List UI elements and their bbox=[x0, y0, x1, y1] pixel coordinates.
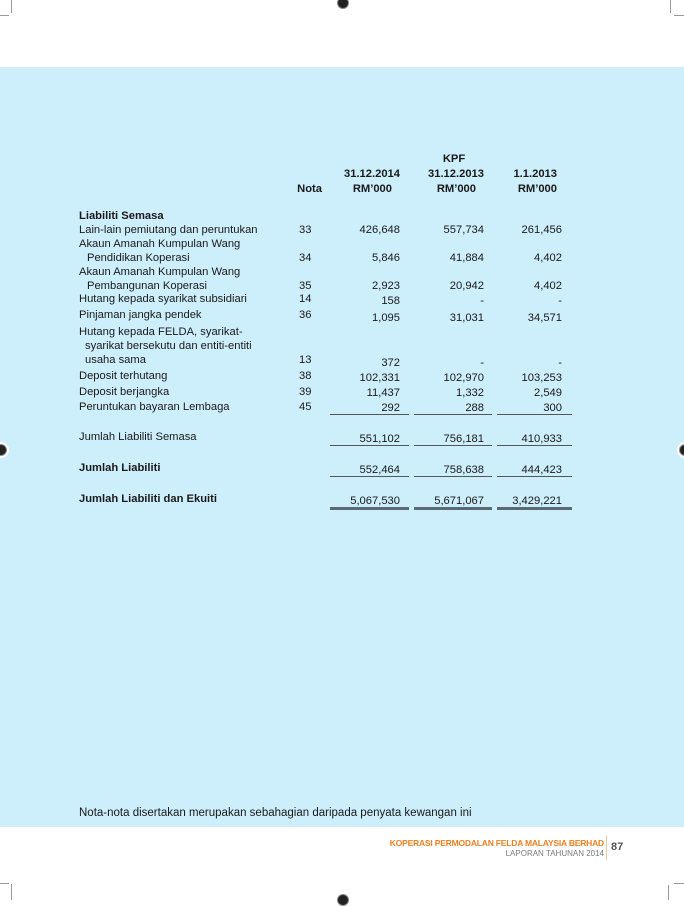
subtotal-rule bbox=[497, 414, 572, 415]
row-value: 11,437 bbox=[366, 387, 400, 399]
column-header-unit: RM’000 bbox=[352, 183, 392, 195]
grand-total-rule bbox=[330, 507, 409, 510]
page-number: 87 bbox=[611, 841, 624, 853]
subtotal-rule bbox=[414, 414, 492, 415]
row-nota: 13 bbox=[299, 354, 312, 366]
total-value: 758,638 bbox=[443, 464, 484, 476]
total-value: 5,671,067 bbox=[434, 495, 484, 507]
column-header-date: 31.12.2013 bbox=[428, 168, 484, 180]
crop-mark bbox=[674, 883, 684, 884]
section-title: Liabiliti Semasa bbox=[79, 210, 164, 222]
row-nota: 33 bbox=[299, 224, 312, 236]
row-label: Hutang kepada FELDA, syarikat- bbox=[79, 326, 243, 338]
row-value: 102,331 bbox=[359, 372, 400, 384]
row-value: - bbox=[480, 295, 484, 307]
row-value: 103,253 bbox=[521, 372, 562, 384]
row-value: - bbox=[558, 357, 562, 369]
total-rule bbox=[414, 476, 492, 477]
row-value: 102,970 bbox=[443, 372, 484, 384]
crop-mark bbox=[11, 884, 12, 900]
row-value: 261,456 bbox=[521, 224, 562, 236]
footer-organization: KOPERASI PERMODALAN FELDA MALAYSIA BERHAD bbox=[389, 838, 604, 848]
column-header-date: 1.1.2013 bbox=[513, 168, 557, 180]
row-nota: 36 bbox=[299, 309, 312, 321]
row-value: 31,031 bbox=[449, 312, 484, 324]
crop-mark bbox=[674, 15, 684, 16]
row-nota: 39 bbox=[299, 386, 312, 398]
total-label: Jumlah Liabiliti Semasa bbox=[79, 431, 197, 443]
row-label: syarikat bersekutu dan entiti-entiti bbox=[85, 340, 252, 352]
total-value: 552,464 bbox=[359, 464, 400, 476]
total-value: 5,067,530 bbox=[350, 495, 400, 507]
registration-mark-icon bbox=[679, 444, 684, 456]
total-value: 551,102 bbox=[359, 433, 400, 445]
row-label: Akaun Amanah Kumpulan Wang bbox=[79, 266, 241, 278]
footer-divider bbox=[606, 836, 607, 860]
total-label: Jumlah Liabiliti bbox=[79, 462, 161, 474]
crop-mark bbox=[670, 0, 671, 13]
row-nota: 45 bbox=[299, 401, 312, 413]
row-label: Peruntukan bayaran Lembaga bbox=[79, 401, 230, 413]
crop-mark bbox=[0, 15, 9, 16]
row-value: 426,648 bbox=[359, 224, 400, 236]
row-label: Pinjaman jangka pendek bbox=[79, 309, 202, 321]
row-label: Hutang kepada syarikat subsidiari bbox=[79, 293, 247, 305]
row-value: 557,734 bbox=[443, 224, 484, 236]
row-nota: 34 bbox=[299, 252, 312, 264]
row-value: 372 bbox=[381, 357, 400, 369]
row-value: - bbox=[558, 295, 562, 307]
registration-mark-icon bbox=[337, 0, 349, 9]
row-label: Pembangunan Koperasi bbox=[87, 280, 208, 292]
column-header-date: 31.12.2014 bbox=[344, 168, 400, 180]
total-value: 410,933 bbox=[521, 433, 562, 445]
row-nota: 38 bbox=[299, 370, 312, 382]
subtotal-rule bbox=[330, 414, 409, 415]
row-value: 1,095 bbox=[372, 312, 400, 324]
row-nota: 35 bbox=[299, 280, 312, 292]
row-value: 300 bbox=[543, 402, 562, 414]
grand-total-rule bbox=[414, 507, 492, 510]
registration-mark-icon bbox=[337, 894, 349, 906]
row-value: 4,402 bbox=[534, 280, 562, 292]
entity-heading: KPF bbox=[442, 153, 466, 165]
row-label: Akaun Amanah Kumpulan Wang bbox=[79, 238, 241, 250]
row-value: 288 bbox=[465, 402, 484, 414]
crop-mark bbox=[0, 883, 9, 884]
total-rule bbox=[330, 476, 409, 477]
total-value: 3,429,221 bbox=[512, 495, 562, 507]
row-value: 292 bbox=[381, 402, 400, 414]
row-label: usaha sama bbox=[85, 354, 146, 366]
row-label: Deposit terhutang bbox=[79, 370, 168, 382]
row-value: 5,846 bbox=[372, 252, 400, 264]
total-rule bbox=[497, 476, 572, 477]
total-rule bbox=[414, 445, 492, 446]
row-value: 158 bbox=[381, 295, 400, 307]
row-value: 20,942 bbox=[449, 280, 484, 292]
row-label: Deposit berjangka bbox=[79, 386, 170, 398]
footer-report-title: LAPORAN TAHUNAN 2014 bbox=[505, 849, 604, 858]
row-label: Pendidikan Koperasi bbox=[87, 252, 190, 264]
row-value: 41,884 bbox=[449, 252, 484, 264]
crop-mark bbox=[668, 885, 669, 900]
row-nota: 14 bbox=[299, 293, 312, 305]
row-value: 34,571 bbox=[527, 312, 562, 324]
total-value: 756,181 bbox=[443, 433, 484, 445]
footnote: Nota-nota disertakan merupakan sebahagian daripada penyata kewangan ini bbox=[79, 807, 472, 819]
row-value: 4,402 bbox=[534, 252, 562, 264]
row-value: 2,923 bbox=[372, 280, 400, 292]
crop-mark bbox=[11, 0, 12, 13]
row-value: - bbox=[480, 357, 484, 369]
column-header-unit: RM’000 bbox=[436, 183, 476, 195]
row-label: Lain-lain pemiutang dan peruntukan bbox=[79, 224, 258, 236]
total-label: Jumlah Liabiliti dan Ekuiti bbox=[79, 493, 217, 505]
column-header-unit: RM’000 bbox=[517, 183, 557, 195]
grand-total-rule bbox=[497, 507, 572, 510]
total-rule bbox=[330, 445, 409, 446]
row-value: 2,549 bbox=[534, 387, 562, 399]
row-value: 1,332 bbox=[456, 387, 484, 399]
content-background bbox=[0, 67, 684, 827]
total-rule bbox=[497, 445, 572, 446]
total-value: 444,423 bbox=[521, 464, 562, 476]
column-header-nota: Nota bbox=[297, 183, 322, 195]
